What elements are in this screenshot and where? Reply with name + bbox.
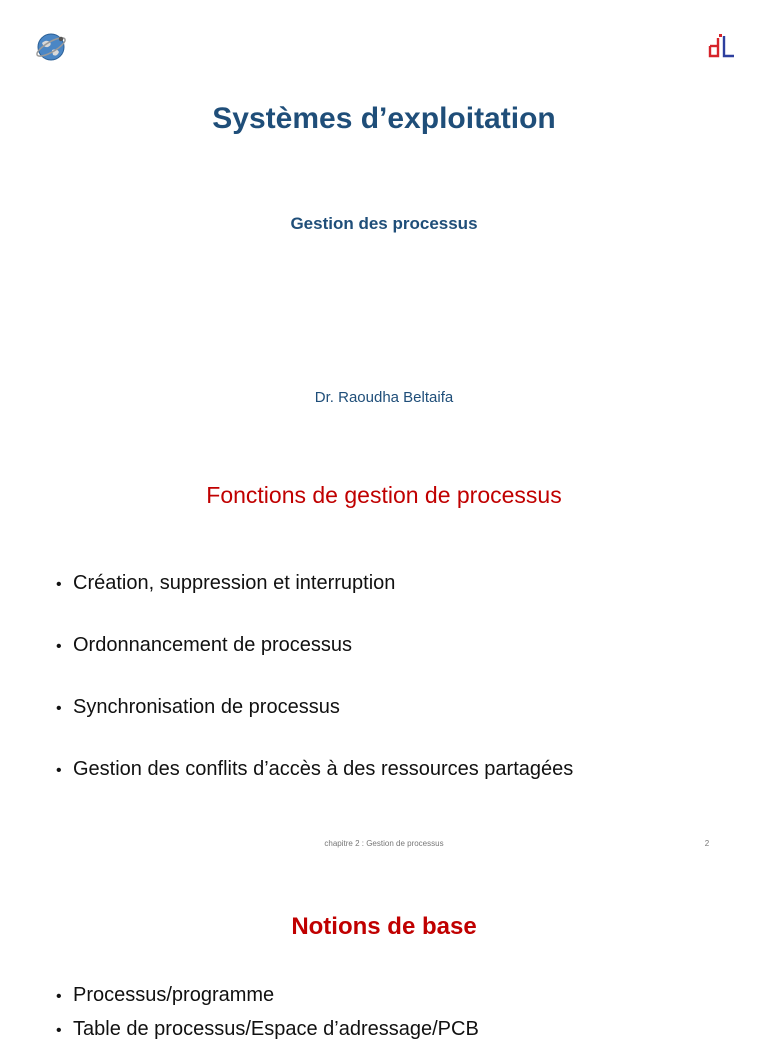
bullet-item [56,692,573,754]
bullet-item [56,1014,479,1048]
dl-logo-icon [706,32,738,60]
slide1-subtitle: Gestion des processus [290,214,478,233]
slide2-footer: chapitre 2 : Gestion de processus [324,839,444,848]
bullet-dot-icon: • [56,576,62,593]
slide3-bullet-list [56,980,479,1048]
slide1-title: Systèmes d’exploitation [212,102,556,135]
slide2-page-number: 2 [704,839,710,848]
bullet-text: Ordonnancement de processus [73,634,353,656]
bullet-dot-icon: • [56,638,62,655]
slide2-title: Fonctions de gestion de processus [206,482,562,508]
slide1-author: Dr. Raoudha Beltaifa [314,389,454,406]
bullet-text: Synchronisation de processus [73,696,340,718]
slide3-title: Notions de base [291,913,477,940]
bullet-dot-icon: • [56,700,62,717]
bullet-item [56,630,573,692]
bullet-item [56,980,479,1014]
bullet-text: Gestion des conflits d’accès à des ressources partagées [73,758,574,780]
bullet-item [56,568,573,630]
bullet-text: Processus/programme [73,984,275,1006]
slide2-bullet-list [56,568,573,816]
bullet-dot-icon: • [56,762,62,779]
bullet-dot-icon: • [56,988,62,1005]
bullet-text: Table de processus/Espace d’adressage/PCB [73,1018,479,1040]
bullet-dot-icon: • [56,1022,62,1039]
bullet-text: Création, suppression et interruption [73,572,396,594]
globe-logo-icon [34,30,68,64]
bullet-item [56,754,573,816]
